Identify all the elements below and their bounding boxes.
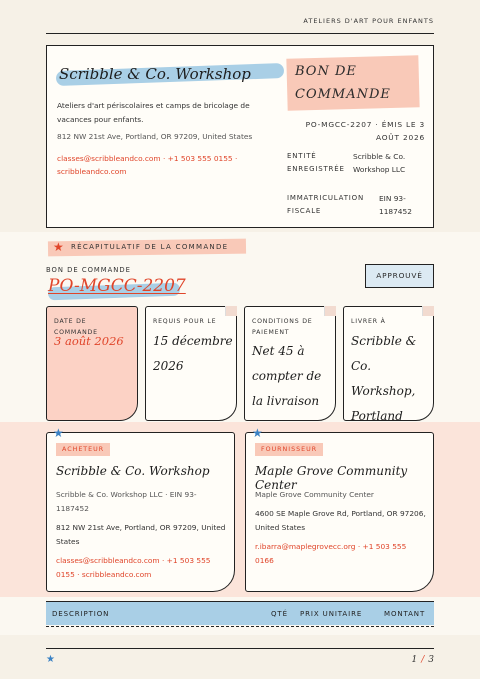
- col-description: DESCRIPTION: [52, 610, 110, 618]
- company-contact[interactable]: classes@scribbleandco.com · +1 503 555 0155 · scribbleandco.com: [57, 154, 238, 176]
- payment-terms-card: [244, 306, 336, 421]
- buyer-tag: ACHETEUR: [56, 443, 110, 456]
- ship-to-label: LIVRER À: [351, 318, 386, 325]
- star-icon: ★: [46, 654, 55, 665]
- supplier-address: 4600 SE Maple Grove Rd, Portland, OR 97206, United States: [255, 509, 426, 532]
- company-description: Ateliers d'art périscolaires et camps de bricolage de vacances pour enfants.: [57, 101, 250, 124]
- required-date-card: [145, 306, 237, 421]
- buyer-contact[interactable]: classes@scribbleandco.com · +1 503 555 0155 · scribbleandco.com: [56, 556, 211, 579]
- tax-value: EIN 93-1187452: [379, 194, 412, 216]
- supplier-contact[interactable]: r.ibarra@maplegrovecc.org · +1 503 555 0166: [255, 542, 407, 565]
- payment-terms-value: Net 45 à compter de la livraison: [252, 344, 322, 408]
- required-date-label: REQUIS POUR LE: [153, 318, 217, 325]
- star-icon: ★: [252, 426, 263, 440]
- corner-fold: [225, 306, 237, 316]
- ship-to-card: [343, 306, 434, 421]
- status-badge: APPROUVÉ: [365, 264, 434, 288]
- tax-label: IMMATRICULATION FISCALE: [287, 194, 364, 215]
- entity-label: ENTITÉ ENREGISTRÉE: [287, 152, 345, 173]
- star-icon: ★: [53, 240, 64, 254]
- top-divider: [46, 33, 434, 34]
- company-address: 812 NW 21st Ave, Portland, OR 97209, United States: [57, 132, 253, 141]
- entity-value: Scribble & Co. Workshop LLC: [353, 152, 406, 174]
- supplier-card: [245, 432, 434, 592]
- order-date-value: 3 août 2026: [54, 334, 124, 348]
- company-name: Scribble & Co. Workshop: [59, 65, 251, 83]
- col-unit-price: PRIX UNITAIRE: [300, 610, 363, 618]
- buyer-address: 812 NW 21st Ave, Portland, OR 97209, United States: [56, 523, 226, 546]
- payment-terms-label: CONDITIONS DE PAIEMENT: [252, 318, 313, 336]
- items-table-header: [46, 601, 434, 625]
- po-number: PO-MGCC-2207: [48, 276, 186, 296]
- ship-to-value: Scribble & Co. Workshop, Portland: [351, 334, 417, 423]
- page-total: 3: [428, 655, 434, 665]
- order-date-card: [46, 306, 138, 421]
- page-indicator: [411, 655, 434, 665]
- col-qty: QTÉ: [271, 610, 288, 618]
- corner-fold: [324, 306, 336, 316]
- section-label: RÉCAPITULATIF DE LA COMMANDE: [71, 243, 229, 251]
- col-amount: MONTANT: [384, 610, 426, 618]
- corner-fold: [422, 306, 434, 316]
- buyer-legal: Scribble & Co. Workshop LLC · EIN 93-1187452: [56, 490, 197, 513]
- page-separator: /: [421, 655, 425, 665]
- footer-divider: [46, 648, 434, 649]
- buyer-card: [46, 432, 235, 592]
- order-date-label: DATE DE COMMANDE: [54, 318, 98, 336]
- po-title: BON DE COMMANDE: [295, 64, 391, 102]
- required-date-value: 15 décembre 2026: [153, 334, 233, 373]
- star-icon: ★: [53, 426, 64, 440]
- header-card: [46, 45, 434, 228]
- supplier-legal: Maple Grove Community Center: [255, 490, 374, 499]
- buyer-name: Scribble & Co. Workshop: [56, 464, 210, 478]
- table-divider: [46, 626, 434, 627]
- supplier-name: Maple Grove Community Center: [255, 464, 408, 492]
- supplier-tag: FOURNISSEUR: [255, 443, 323, 456]
- top-tag: ATELIERS D'ART POUR ENFANTS: [303, 17, 434, 25]
- page-current: 1: [411, 655, 418, 665]
- po-label: BON DE COMMANDE: [46, 266, 131, 274]
- po-meta: PO-MGCC-2207 · ÉMIS LE 3 AOÛT 2026: [305, 120, 425, 142]
